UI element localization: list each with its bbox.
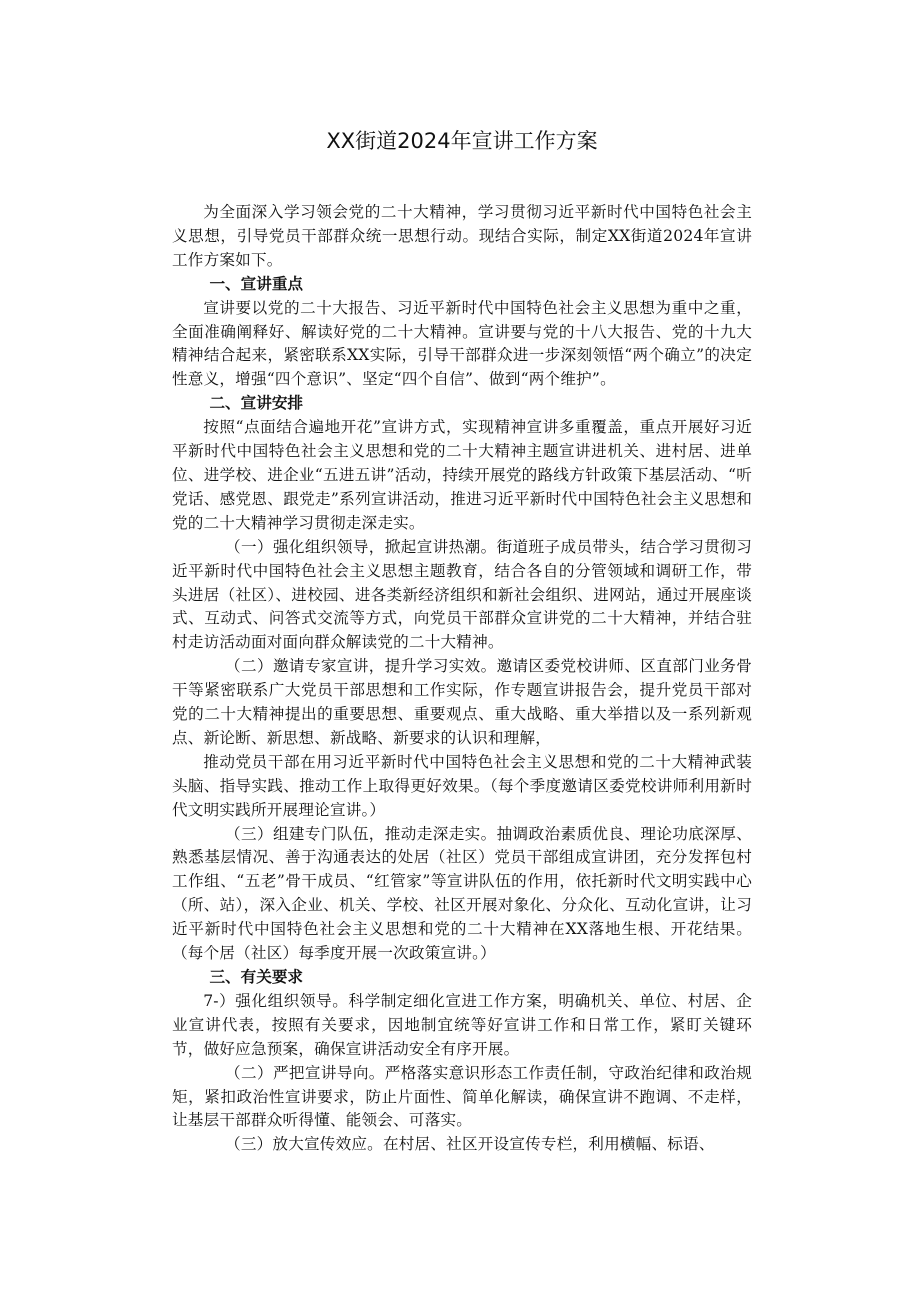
section-2-paragraph-3: （二）邀请专家宣讲，提升学习实效。邀请区委党校讲师、区直部门业务骨干等紧密联系广大党员干部思想和工作实际，作专题宣讲报告会，提升党员干部对党的二十大精神提出的重要思想、重要观点、重大战略、重大举措以及一系列新观点、新论断、新思想、新战略、新要求的认识和理解， [172, 657, 752, 747]
section-2-paragraph-2: （一）强化组织领导，掀起宣讲热潮。街道班子成员带头，结合学习贯彻习近平新时代中国特色社会主义思想主题教育，结合各自的分管领域和调研工作，带头进居（社区）、进校园、进各类新经济组织和新社会组织、进网站，通过开展座谈式、互动式、问答式交流等方式，向党员干部群众宣讲党的二十大精神，并结合驻村走访活动面对面向群众解读党的二十大精神。 [172, 537, 752, 652]
section-1-heading: 一、宣讲重点 [209, 274, 304, 293]
intro-paragraph: 为全面深入学习领会党的二十大精神，学习贯彻习近平新时代中国特色社会主义思想，引导党员干部群众统一思想行动。现结合实际，制定XX街道2024年宣讲工作方案如下。 [172, 203, 752, 269]
document-body [172, 201, 752, 1157]
section-3-paragraph-3: （三）放大宣传效应。在村居、社区开设宣传专栏，利用横幅、标语、 [225, 1135, 715, 1154]
section-3-heading: 三、有关要求 [209, 968, 304, 986]
section-1-paragraph-1: 宣讲要以党的二十大报告、习近平新时代中国特色社会主义思想为重中之重，全面准确阐释好、解读好党的二十大精神。宣讲要与党的十八大报告、党的十九大精神结合起来，紧密联系XX实际，引导干部群众进一步深刻领悟“两个确立”的决定性意义，增强“四个意识”、坚定“四个自信”、做到“两个维护”。 [172, 298, 752, 389]
section-2-paragraph-4: 推动党员干部在用习近平新时代中国特色社会主义思想和党的二十大精神武装头脑、指导实践、推动工作上取得更好效果。（每个季度邀请区委党校讲师利用新时代文明实践所开展理论宣讲。） [172, 752, 752, 819]
document-title: XX街道2024年宣讲工作方案 [326, 129, 598, 153]
section-3-paragraph-2: （二）严把宣讲导向。严格落实意识形态工作责任制，守政治纪律和政治规矩，紧扣政治性宣讲要求，防止片面性、简单化解读，确保宣讲不跑调、不走样，让基层干部群众听得懂、能领会、可落实。 [172, 1063, 752, 1130]
section-3-paragraph-1: 7-）强化组织领导。科学制定细化宣进工作方案，明确机关、单位、村居、企业宣讲代表，按照有关要求，因地制宜统等好宣讲工作和日常工作，紧盯关键环节，做好应急预案，确保宣讲活动安全有序开展。 [172, 991, 752, 1058]
section-2-heading: 二、宣讲安排 [209, 394, 304, 413]
section-2-paragraph-5: （三）组建专门队伍，推动走深走实。抽调政治素质优良、理论功底深厚、熟悉基层情况、善于沟通表达的处居（社区）党员干部组成宣讲团，充分发挥包村工作组、“五老”骨干成员、“红管家”等宣讲队伍的作用，依托新时代文明实践中心（所、站），深入企业、机关、学校、社区开展对象化、分众化、互动化宣讲，让习近平新时代中国特色社会主义思想和党的二十大精神在XX落地生根、开花结果。（每个居（社区）每季度开展一次政策宣讲。） [172, 824, 752, 963]
section-2-paragraph-1: 按照“点面结合遍地开花”宣讲方式，实现精神宣讲多重覆盖，重点开展好习近平新时代中国特色社会主义思想和党的二十大精神主题宣讲进机关、进村居、进单位、进学校、进企业“五进五讲”活动，持续开展党的路线方针政策下基层活动、“听党话、感党恩、跟党走”系列宣讲活动，推进习近平新时代中国特色社会主义思想和党的二十大精神学习贯彻走深走实。 [172, 418, 752, 532]
